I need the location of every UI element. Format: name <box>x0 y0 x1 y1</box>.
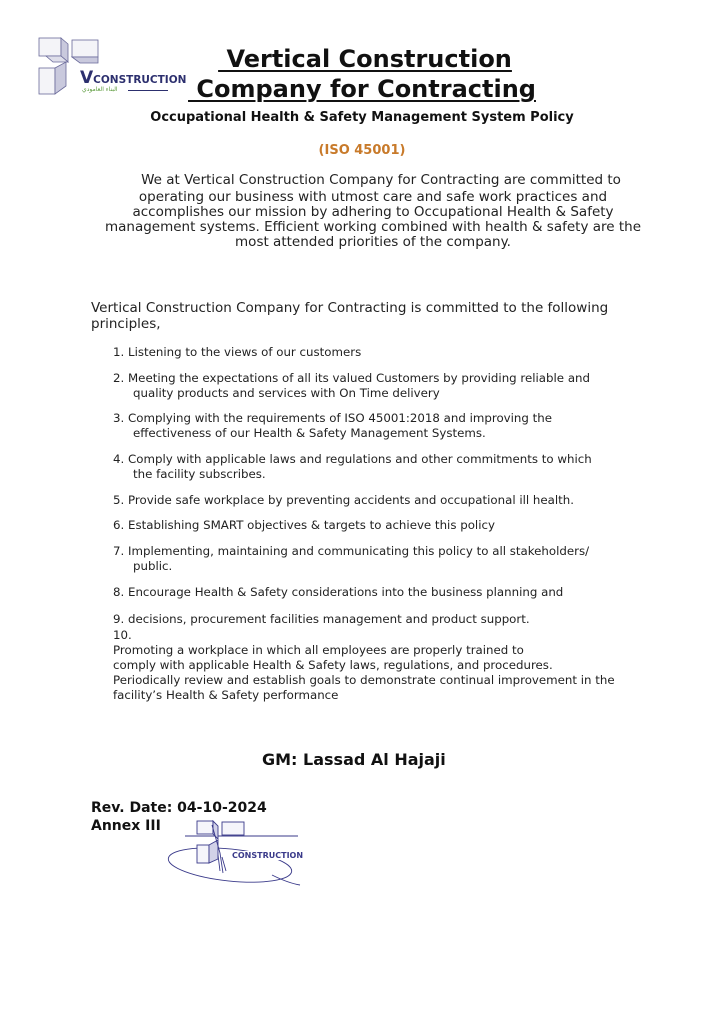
lead-line: principles, <box>91 316 161 332</box>
list-item-text: 4. Comply with applicable laws and regulations and other commitments to which <box>113 452 592 466</box>
intro-line: most attended priorities of the company. <box>235 234 511 250</box>
tail-line: facility’s Health & Safety performance <box>113 688 339 702</box>
list-item <box>113 585 643 600</box>
list-item-continuation: the facility subscribes. <box>133 467 266 481</box>
list-item <box>113 345 643 360</box>
tail-line: Promoting a workplace in which all employees are properly trained to <box>113 643 524 657</box>
lead-line: Vertical Construction Company for Contracting is committed to the following <box>91 300 609 316</box>
list-item-text: 3. Complying with the requirements of ISO 45001:2018 and improving the <box>113 411 553 425</box>
logo-brand-text: CONSTRUCTION <box>93 74 187 86</box>
list-item <box>113 612 643 627</box>
policy-subtitle: Occupational Health & Safety Management System Policy <box>150 110 574 125</box>
document-title <box>0 44 724 104</box>
intro-line: operating our business with utmost care and safe work practices and <box>138 189 608 205</box>
company-stamp <box>160 815 310 890</box>
principles-lead <box>91 300 651 332</box>
list-item-text: 1. Listening to the views of our customers <box>113 345 362 359</box>
list-item-continuation: public. <box>133 559 173 573</box>
list-item-text: 6. Establishing SMART objectives & targets to achieve this policy <box>113 518 495 532</box>
list-item <box>113 452 643 482</box>
intro-line: accomplishes our mission by adhering to Occupational Health & Safety <box>132 204 614 220</box>
tail-line: Periodically review and establish goals to demonstrate continual improvement in the <box>113 673 615 687</box>
list-item-text: 5. Provide safe workplace by preventing accidents and occupational ill health. <box>113 493 575 507</box>
list-item-continuation: quality products and services with On Time delivery <box>133 386 440 400</box>
list-item-text: 7. Implementing, maintaining and communicating this policy to all stakeholders/ <box>113 544 590 558</box>
iso-standard-label: (ISO 45001) <box>318 143 406 158</box>
list-item <box>113 518 643 533</box>
list-item-text: 2. Meeting the expectations of all its valued Customers by providing reliable and <box>113 371 591 385</box>
annex-label: Annex III <box>91 818 161 834</box>
list-item <box>113 371 643 401</box>
list-item <box>113 493 643 508</box>
list-item-continuation: effectiveness of our Health & Safety Management Systems. <box>133 426 486 440</box>
gm-signature-name: GM: Lassad Al Hajaji <box>262 750 446 769</box>
logo-brand-initial: V <box>80 68 94 88</box>
intro-line: management systems. Efficient working combined with health & safety are the <box>104 219 642 235</box>
list-item <box>113 411 643 441</box>
logo-tagline: البناء العامودي <box>82 86 118 93</box>
principle-10-block <box>113 628 653 703</box>
list-item-text: 8. Encourage Health & Safety considerations into the business planning and <box>113 585 564 599</box>
title-line-1: Vertical Construction <box>218 45 512 73</box>
intro-paragraph <box>100 172 646 250</box>
tail-line: comply with applicable Health & Safety laws, regulations, and procedures. <box>113 658 553 672</box>
title-line-2: Company for Contracting <box>188 75 536 103</box>
list-item-text: 9. decisions, procurement facilities management and product support. <box>113 612 530 626</box>
list-item <box>113 544 643 574</box>
stamp-brand-text: CONSTRUCTION <box>232 851 304 860</box>
list-item-number: 10. <box>113 628 132 642</box>
intro-line: We at Vertical Construction Company for Contracting are committed to <box>141 172 621 188</box>
revision-date: Rev. Date: 04-10-2024 <box>91 800 267 816</box>
